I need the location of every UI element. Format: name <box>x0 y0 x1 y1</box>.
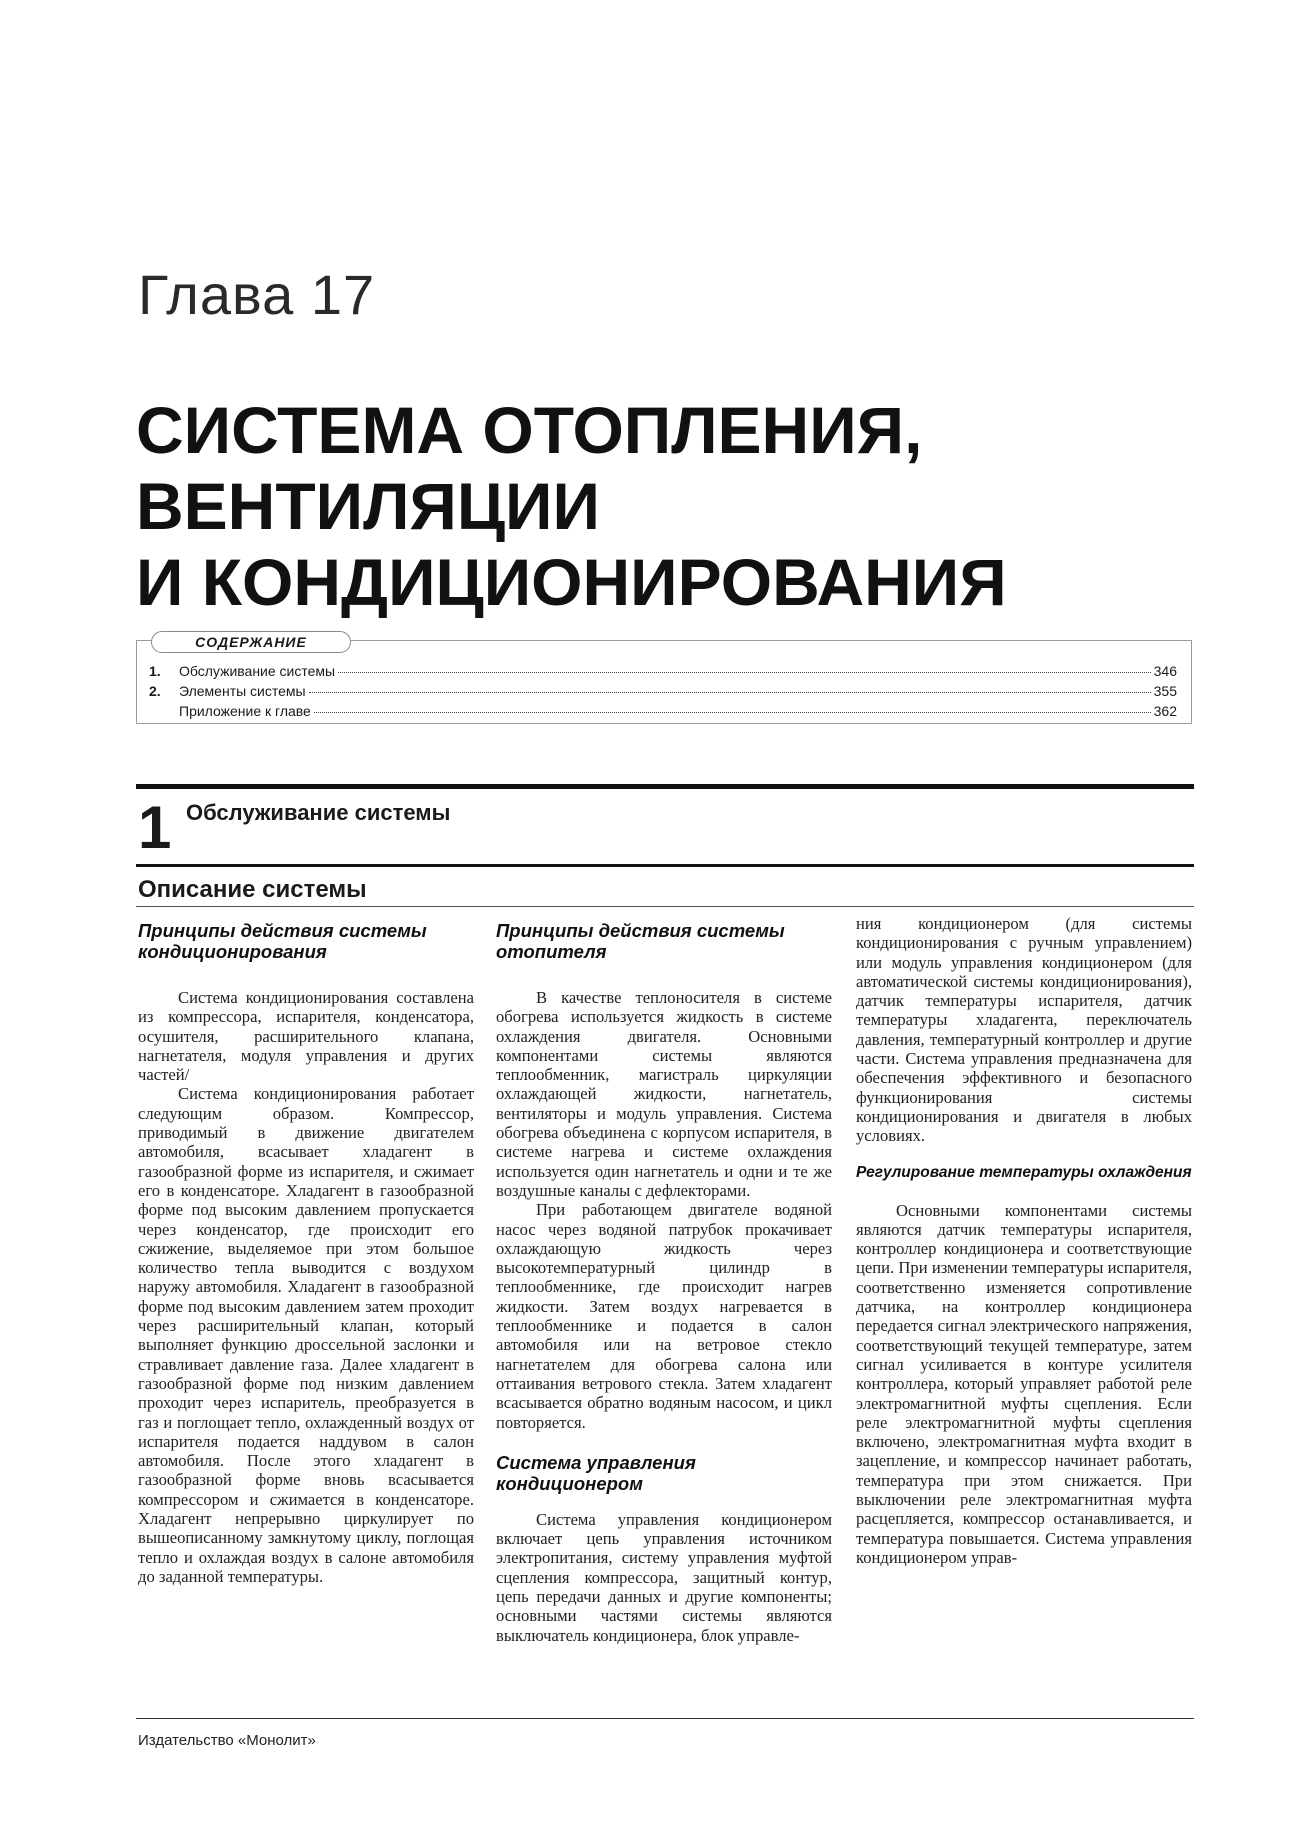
column-heading: Принципы действия системы кондиционирования <box>138 920 427 962</box>
section-number: 1 <box>138 794 172 861</box>
section-title: Обслуживание системы <box>186 800 451 825</box>
paragraph: Система управления кондиционером включает цепь управления источником электропитания, систему управления муфтой сцепления компрессора, защитный контур, цепь передачи данных и другие компоненты; основными частями системы являются выключатель кондиционера, блок управле- <box>496 1509 832 1645</box>
toc-item-page: 355 <box>1153 683 1177 699</box>
subsection-title: Описание системы <box>138 876 367 903</box>
paragraph: При работающем двигателе водяной насос через водяной патрубок прокачивает охлаждающую жидкость через высокотемпературный цилиндр в теплообменнике, где происходит нагрев жидкости. Затем воздух нагревается в теплообменнике и подается в салон автомобиля или на ветровое стекло нагнетателем для обогрева салона или оттаивания ветрового стекла. Затем хладагент всасывается обратно водяным насосом, и цикл повторяется. <box>496 1200 832 1432</box>
chapter-title <box>136 392 1186 620</box>
toc-leader-dots <box>309 692 1151 693</box>
toc-item[interactable] <box>149 683 1177 701</box>
chapter-title-line: И КОНДИЦИОНИРОВАНИЯ <box>136 545 1007 619</box>
toc-item-title: Обслуживание системы <box>179 663 336 679</box>
paragraph: Система кондиционирования составлена из компрессора, испарителя, конденсатора, осушителя, расширительного клапана, нагнетателя, модуля управления и других частей/ <box>138 988 474 1085</box>
toc-item-number: 1. <box>149 663 161 679</box>
text-column-left <box>138 920 474 1680</box>
section-top-rule <box>136 784 1194 789</box>
subsection-rule <box>136 906 1194 907</box>
toc-leader-dots <box>314 712 1151 713</box>
paragraph: ния кондиционером (для системы кондиционирования с ручным управлением) или модуль управления кондиционером (для автоматической системы кондиционирования), датчик температуры испарителя, датчик температуры хладагента, переключатель давления, температурный контроллер и другие части. Система управления предназначена для обеспечения эффективного и безопасного функционирования системы кондиционирования и двигателя в любых условиях. <box>856 914 1192 1146</box>
chapter-title-line: СИСТЕМА ОТОПЛЕНИЯ, <box>136 393 923 467</box>
footer-rule <box>136 1718 1194 1719</box>
toc-item-title: Приложение к главе <box>179 703 311 719</box>
toc-item-title: Элементы системы <box>179 683 306 699</box>
paragraph: Система кондиционирования работает следующим образом. Компрессор, приводимый в движение двигателем автомобиля, всасывает хладагент в газообразной форме из испарителя, и сжимает его в конденсаторе. Хладагент в газообразной форме под высоким давлением пропускается через конденсатор, где происходит его сжижение, выделяемое при этом большое количество тепла выводится с воздухом наружу автомобиля. Хладагент в газообразной форме под высоким давлением затем проходит через расширительный клапан, который выполняет функцию дроссельной заслонки и стравливает давление газа. Далее хладагент в газообразной форме под низким давлением проходит через испаритель, преобразуется в газ и поглощает тепло, охлажденный воздух от испарителя подается наддувом в салон автомобиля. После этого хладагент в газообразной форме вновь всасывается компрессором и сжимается в конденсаторе. Хладагент непрерывно циркулирует по вышеописанному замкнутому циклу, поглощая тепло и охлаждая воздух в салоне автомобиля до заданной температуры. <box>138 1084 474 1586</box>
column-heading: Регулирование температуры охлаждения <box>856 1163 1192 1181</box>
toc-item[interactable] <box>149 663 1177 681</box>
contents-box <box>136 634 1192 724</box>
text-column-middle <box>496 920 832 1680</box>
section-bottom-rule <box>136 864 1194 867</box>
toc-item-number: 2. <box>149 683 161 699</box>
contents-heading: СОДЕРЖАНИЕ <box>151 631 351 653</box>
column-heading: Принципы действия системы отопителя <box>496 920 785 962</box>
column-heading: Система управления кондиционером <box>496 1451 696 1494</box>
chapter-title-line: ВЕНТИЛЯЦИИ <box>136 469 600 543</box>
toc-item-page: 362 <box>1153 703 1177 719</box>
chapter-label: Глава 17 <box>138 263 376 326</box>
toc-item-page: 346 <box>1153 663 1177 679</box>
toc-item[interactable] <box>149 703 1177 721</box>
publisher-footer: Издательство «Монолит» <box>138 1732 316 1749</box>
text-column-right <box>856 914 1192 1674</box>
toc-leader-dots <box>338 672 1151 673</box>
paragraph: Основными компонентами системы являются датчик температуры испарителя, контроллер кондиционера и соответствующие цепи. При изменении температуры испарителя, соответственно изменяется сопротивление датчика, на контроллер кондиционера передается сигнал электрического напряжения, соответствующий текущей температуре, затем сигнал усиливается в контуре усилителя контроллера, который управляет работой реле электромагнитной муфты сцепления. Если реле электромагнитной муфты сцепления включено, электромагнитная муфта входит в зацепление, и компрессор начинает работать, температура при этом снижается. При выключении реле электромагнитная муфта расцепляется, компрессор останавливается, и температура повышается. Система управления кондиционером управ- <box>856 1200 1192 1567</box>
paragraph: В качестве теплоносителя в системе обогрева используется жидкость в системе охлаждения двигателя. Основными компонентами системы являются теплообменник, магистраль циркуляции охлаждающей жидкости, нагнетатель, вентиляторы и модуль управления. Система обогрева объединена с корпусом испарителя, в системе нагрева и системе охлаждения используется один нагнетатель и одни и те же воздушные каналы с дефлекторами. <box>496 988 832 1200</box>
